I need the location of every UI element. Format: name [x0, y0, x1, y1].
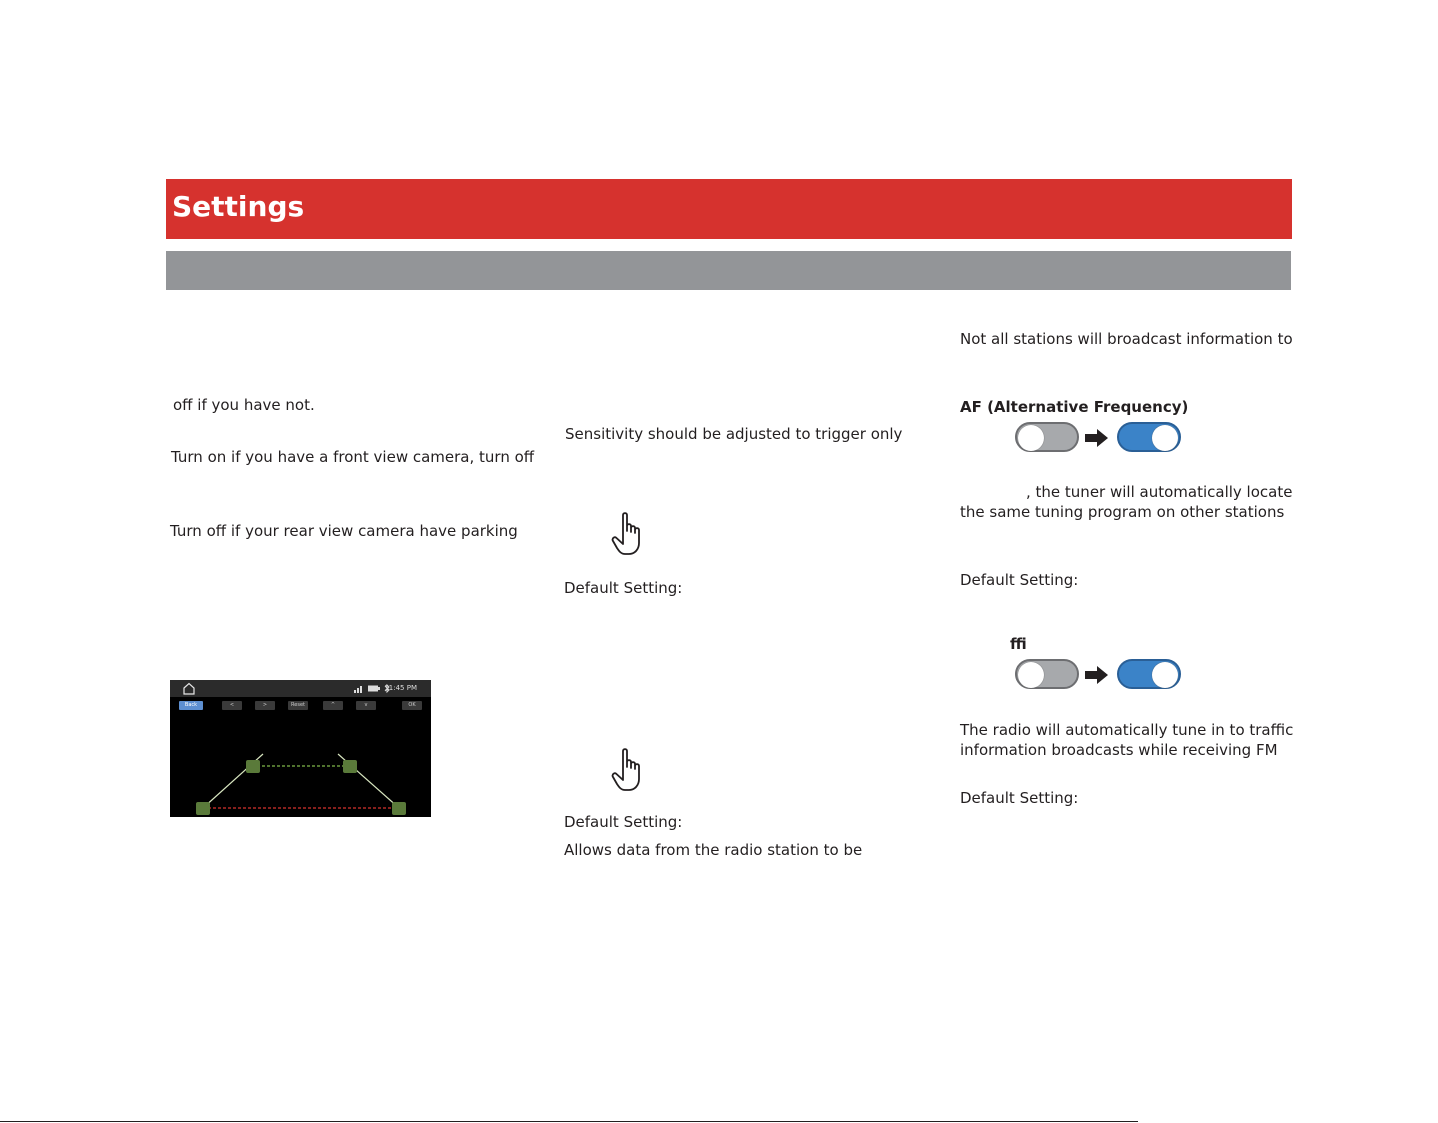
camera-ok-button[interactable]: OK: [402, 701, 422, 710]
pointing-hand-icon: [611, 511, 651, 557]
ta-title-fragment: ffi: [1010, 635, 1027, 653]
middle-default-setting-1: Default Setting:: [564, 579, 683, 597]
camera-left-button[interactable]: <: [222, 701, 242, 710]
parking-guide-lines: [170, 680, 431, 817]
camera-reset-button[interactable]: Reset: [288, 701, 308, 710]
ta-description-line-2: information broadcasts while receiving FM: [960, 741, 1278, 759]
af-default-setting: Default Setting:: [960, 571, 1079, 589]
pointing-hand-icon: [611, 747, 651, 793]
toggle-knob: [1152, 662, 1178, 688]
camera-up-button[interactable]: ^: [323, 701, 343, 710]
middle-text-allows-data: Allows data from the radio station to be: [564, 841, 863, 859]
camera-down-button[interactable]: v: [356, 701, 376, 710]
toggle-knob: [1018, 662, 1044, 688]
guide-handle-near-right: [392, 802, 406, 815]
ta-description-line-1: The radio will automatically tune in to traffic: [960, 721, 1294, 739]
camera-back-button[interactable]: Back: [179, 701, 203, 710]
bottom-rule: [0, 1121, 1138, 1122]
af-toggle-off[interactable]: [1015, 422, 1079, 452]
section-subheader-bar: [166, 251, 1291, 290]
toggle-knob: [1152, 425, 1178, 451]
af-description-line-2: the same tuning program on other stations: [960, 503, 1285, 521]
af-toggle-on[interactable]: [1117, 422, 1181, 452]
right-text-not-all-stations: Not all stations will broadcast information to: [960, 330, 1293, 348]
ta-toggle-on[interactable]: [1117, 659, 1181, 689]
page-title: Settings: [172, 190, 305, 223]
guide-handle-far-right: [343, 760, 357, 773]
camera-clock: 11:45 PM: [384, 684, 417, 692]
ta-toggle-off[interactable]: [1015, 659, 1079, 689]
middle-default-setting-2: Default Setting:: [564, 813, 683, 831]
toggle-knob: [1018, 425, 1044, 451]
right-arrow-icon: [1085, 665, 1109, 685]
left-text-front-camera: Turn on if you have a front view camera, turn off: [171, 448, 535, 466]
guide-handle-far-left: [246, 760, 260, 773]
left-text-off-if-not: off if you have not.: [173, 396, 315, 414]
right-arrow-icon: [1085, 428, 1109, 448]
af-description-line-1: , the tuner will automatically locate: [1026, 483, 1293, 501]
camera-right-button[interactable]: >: [255, 701, 275, 710]
af-title: AF (Alternative Frequency): [960, 398, 1189, 416]
left-text-rear-camera: Turn off if your rear view camera have parking: [170, 522, 518, 540]
ta-default-setting: Default Setting:: [960, 789, 1079, 807]
rear-camera-screenshot: [170, 680, 431, 817]
header-bar: [166, 179, 1292, 239]
guide-handle-near-left: [196, 802, 210, 815]
middle-text-sensitivity: Sensitivity should be adjusted to trigger only: [565, 425, 903, 443]
